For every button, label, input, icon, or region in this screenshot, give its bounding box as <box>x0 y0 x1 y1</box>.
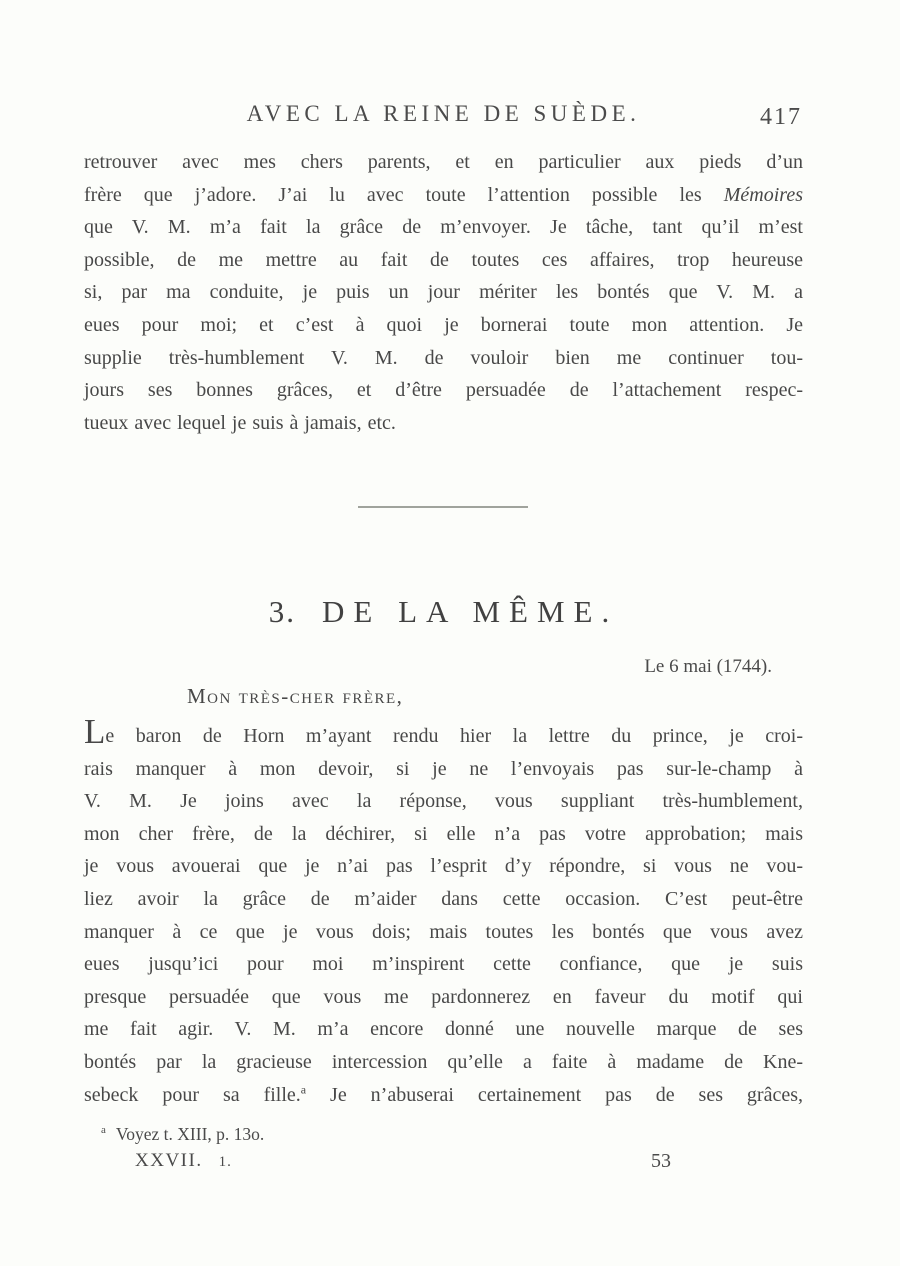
text-line: retrouver avec mes chers parents, et en particulier aux pieds d’un <box>84 151 803 173</box>
initial-capital: L <box>84 712 106 751</box>
text-line: possible, de me mettre au fait de toutes ces affaires, trop heureuse <box>84 248 803 271</box>
text-line: je vous avouerai que je n’ai pas l’esprit d’y répondre, si vous ne vou- <box>84 855 803 878</box>
text-line: tueux avec lequel je suis à jamais, etc. <box>84 411 396 434</box>
text-segment: Je n’abuserai certainement pas de ses grâces, <box>306 1083 803 1106</box>
text-line: supplie très-humblement V. M. de vouloir bien me continuer tou- <box>84 346 803 369</box>
running-title: AVEC LA REINE DE SUÈDE. <box>246 101 641 126</box>
text-segment: frère que j’adore. J’ai lu avec toute l’attention possible les <box>84 183 724 206</box>
text-line: me fait agir. V. M. m’a encore donné une nouvelle marque de ses <box>84 1018 803 1041</box>
sheet-number: 53 <box>651 1150 671 1172</box>
text-line: presque persuadée que vous me pardonnerez en faveur du motif qui <box>84 985 803 1008</box>
text-line: rais manquer à mon devoir, si je ne l’envoyais pas sur-le-champ à <box>84 757 803 780</box>
section-number: 3. <box>268 594 297 629</box>
text-line <box>84 179 803 212</box>
footnote-marker: a <box>101 1124 106 1137</box>
section-divider <box>358 506 528 508</box>
text-line: eues jusqu’ici pour moi m’inspirent cette confiance, que je suis <box>84 953 803 976</box>
text-line: bontés par la gracieuse intercession qu’elle a faite à madame de Kne- <box>84 1050 803 1073</box>
section-title: DE LA MÊME. <box>322 594 619 629</box>
italic-title-segment: Mémoires <box>723 183 803 206</box>
signature-volume: XXVII. <box>135 1150 203 1171</box>
text-line <box>84 712 803 753</box>
text-line: liez avoir la grâce de m’aider dans cette occasion. C’est peut-être <box>84 887 803 910</box>
signature-mark-left <box>135 1150 232 1172</box>
footnote-reference-mark: a <box>300 1081 307 1096</box>
text-line: V. M. Je joins avec la réponse, vous suppliant très-humblement, <box>84 790 803 813</box>
text-line: jours ses bonnes grâces, et d’être persuadée de l’attachement respec- <box>84 379 803 402</box>
letter-salutation: Mon très-cher frère, <box>187 684 404 708</box>
text-line <box>84 1079 803 1112</box>
footnote <box>101 1124 264 1145</box>
page-number: 417 <box>760 104 802 130</box>
section-heading <box>84 594 803 630</box>
text-segment: e baron de Horn m’ayant rendu hier la lettre du prince, je croi- <box>105 725 803 747</box>
signature-part: 1. <box>218 1154 232 1170</box>
letter-end-paragraph <box>84 146 803 439</box>
text-line: si, par ma conduite, je puis un jour mériter les bontés que V. M. a <box>84 281 803 304</box>
text-line: manquer à ce que je vous dois; mais toutes les bontés que vous avez <box>84 920 803 943</box>
letter-body-paragraph <box>84 712 803 1111</box>
text-line: que V. M. m’a fait la grâce de m’envoyer. Je tâche, tant qu’il m’est <box>84 216 803 239</box>
text-line: eues pour moi; et c’est à quoi je bornerai toute mon attention. Je <box>84 313 803 336</box>
footnote-text: Voyez t. XIII, p. 13o. <box>115 1124 265 1144</box>
letter-dateline: Le 6 mai (1744). <box>644 656 772 677</box>
text-line: mon cher frère, de la déchirer, si elle n’a pas votre approbation; mais <box>84 822 803 845</box>
text-segment: sebeck pour sa fille. <box>84 1083 301 1106</box>
